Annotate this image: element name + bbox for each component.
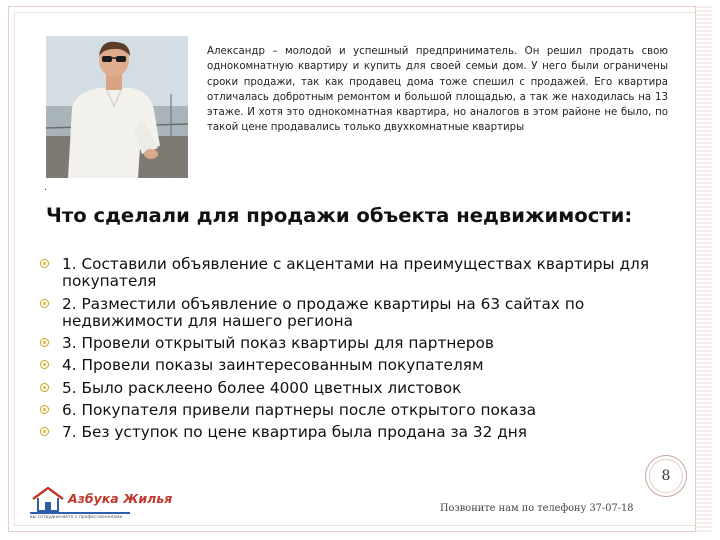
step-text: 3. Провели открытый показ квартиры для партнеров: [62, 334, 494, 353]
badge-ring: [649, 459, 683, 493]
list-item: [40, 424, 680, 441]
bullet-icon: [40, 338, 49, 347]
steps-list: [40, 256, 680, 447]
client-bio: Александр – молодой и успешный предприниматель. Он решил продать свою однокомнатную квартиру и купить для своей семьи дом. У него были ограничены сроки продажи, так как продавец дома тоже спешил с продажей. Его квартира отличалась добротным ремонтом и большой площадью, а так же находилась на 13 этаже. И хотя это однокомнатная квартира, но аналогов в этом районе не было, по такой цене продавались только двухкомнатные квартиры: [207, 46, 668, 134]
list-item: [40, 357, 680, 374]
bullet-icon: [40, 259, 49, 268]
list-item: [40, 296, 680, 331]
stray-dot: .: [44, 182, 48, 193]
list-item: [40, 335, 680, 352]
bullet-icon: [40, 299, 49, 308]
frame-decor-strip: [695, 6, 712, 532]
bullet-icon: [40, 360, 49, 369]
page-number: 8: [661, 468, 671, 484]
step-text: 2. Разместили объявление о продаже квартиры на 63 сайтах по недвижимости для нашего региона: [62, 294, 585, 330]
logo-subtitle: вы сотрудничаете с профессионалами: [30, 515, 123, 520]
list-item: [40, 380, 680, 397]
house-icon: [30, 485, 66, 513]
bullet-icon: [40, 383, 49, 392]
bullet-icon: [40, 405, 49, 414]
step-text: 5. Было расклеено более 4000 цветных листовок: [62, 378, 462, 397]
bullet-icon: [40, 427, 49, 436]
footer-phone: Позвоните нам по телефону 37-07-18: [440, 503, 634, 514]
step-text: 1. Составили объявление с акцентами на преимуществах квартиры для покупателя: [62, 255, 650, 291]
step-text: 7. Без уступок по цене квартира была продана за 32 дня: [62, 423, 527, 442]
list-item: [40, 402, 680, 419]
company-logo: [30, 485, 173, 523]
section-heading: Что сделали для продажи объекта недвижимости:: [46, 204, 633, 227]
logo-underline: [30, 512, 130, 514]
page-number-badge: [645, 455, 687, 497]
client-photo: [46, 36, 188, 178]
logo-name: Азбука Жилья: [68, 491, 173, 506]
step-text: 6. Покупателя привели партнеры после открытого показа: [62, 401, 536, 420]
step-text: 4. Провели показы заинтересованным покупателям: [62, 356, 484, 375]
list-item: [40, 256, 680, 291]
